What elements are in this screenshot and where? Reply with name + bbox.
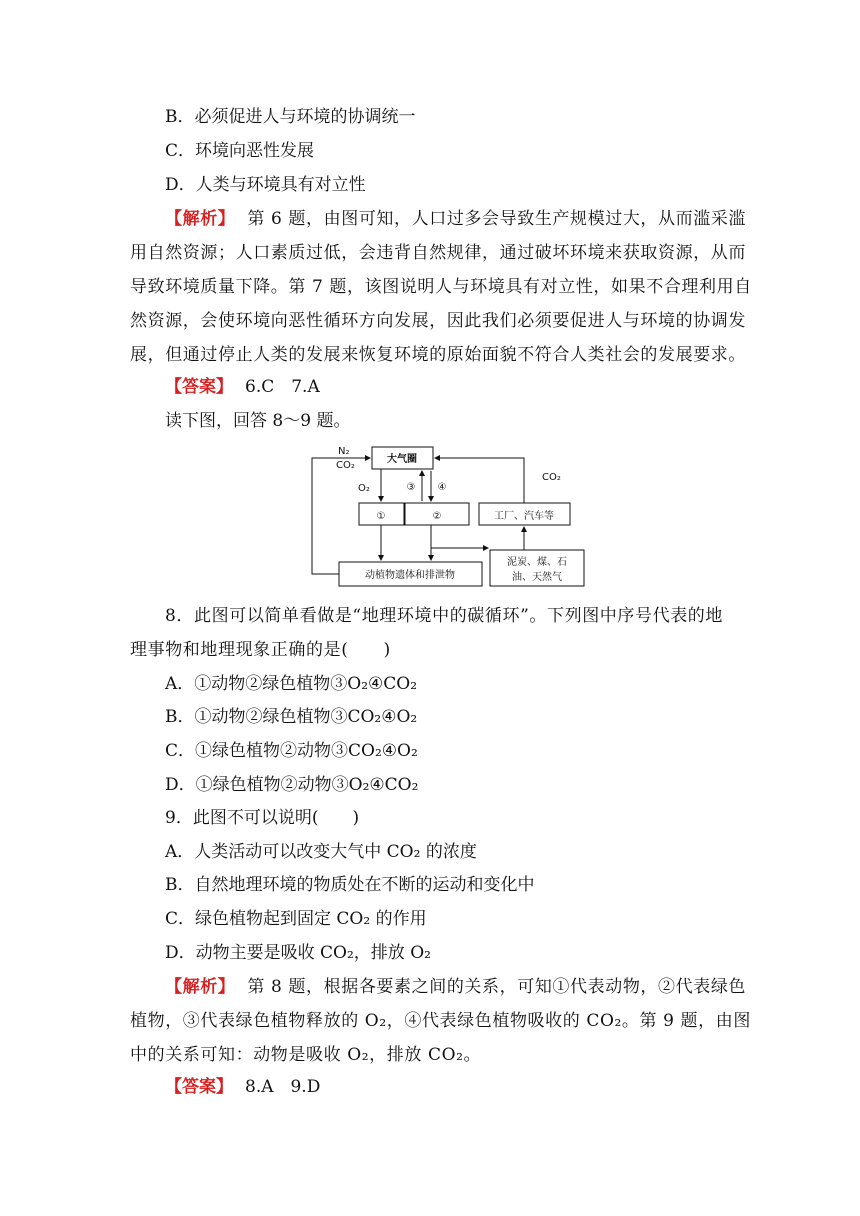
q9-option-d: D．动物主要是吸收 CO₂，排放 O₂ <box>165 943 431 963</box>
question-8-stem <box>130 606 730 674</box>
mark-4-label: ④ <box>437 482 447 493</box>
box-2-label: ② <box>432 511 442 522</box>
answer-1-text: 6.C 7.A <box>245 377 320 397</box>
answer-1-tag: 【答案】 <box>165 377 233 397</box>
q9-option-c: C．绿色植物起到固定 CO₂ 的作用 <box>165 909 427 929</box>
question-9-stem: 9．此图不可以说明( ) <box>165 808 360 828</box>
carbon-cycle-diagram <box>308 444 590 590</box>
analysis-1-line: 用自然资源；人口素质过低，会违背自然规律，通过破坏环境来获取资源，从而 <box>130 243 746 263</box>
remains-label: 动植物遗体和排泄物 <box>365 570 455 581</box>
diagram-intro: 读下图，回答 8～9 题。 <box>165 411 351 431</box>
analysis-2-line: 植物，③代表绿色植物释放的 O₂，④代表绿色植物吸收的 CO₂。第 9 题，由图 <box>130 1011 751 1031</box>
analysis-2-line: 中的关系可知：动物是吸收 O₂，排放 CO₂。 <box>130 1045 482 1065</box>
mark-3-label: ③ <box>406 482 416 493</box>
atmosphere-label: 大气圈 <box>387 454 417 465</box>
analysis-1 <box>130 209 752 379</box>
analysis-1-tag: 【解析】 <box>165 209 236 229</box>
q8-option-a: A．①动物②绿色植物③O₂④CO₂ <box>165 674 418 694</box>
fossil-label-1: 泥炭、煤、石 <box>507 557 567 568</box>
analysis-2-line: 第 8 题，根据各要素之间的关系，可知①代表动物，②代表绿色 <box>247 977 747 997</box>
q8-option-b: B．①动物②绿色植物③CO₂④O₂ <box>165 707 418 727</box>
fossil-label-2: 油、天然气 <box>512 572 562 583</box>
o2-label: O₂ <box>358 483 370 494</box>
right-loop-arrow <box>435 458 524 503</box>
factory-label: 工厂、汽车等 <box>494 511 554 522</box>
answer-2-tag: 【答案】 <box>165 1077 233 1097</box>
analysis-1-line: 展，但通过停止人类的发展来恢复环境的原始面貌不符合人类社会的发展要求。 <box>130 345 746 365</box>
analysis-1-line: 然资源，会使环境向恶性循环方向发展，因此我们必须要促进人与环境的协调发 <box>130 311 746 331</box>
q7-option-c: C．环境向恶性发展 <box>165 141 315 161</box>
q7-option-b: B．必须促进人与环境的协调统一 <box>165 107 416 127</box>
analysis-2-tag: 【解析】 <box>165 977 236 997</box>
q9-option-a: A．人类活动可以改变大气中 CO₂ 的浓度 <box>165 842 477 862</box>
left-n2-label: N₂ <box>338 446 350 457</box>
q8-stem-line: 理事物和地理现象正确的是( ) <box>130 640 391 660</box>
q7-option-d: D．人类与环境具有对立性 <box>165 175 366 195</box>
q8-stem-line: 8．此图可以简单看做是“地理环境中的碳循环”。下列图中序号代表的地 <box>165 606 723 626</box>
q8-option-d: D．①绿色植物②动物③O₂④CO₂ <box>165 775 419 795</box>
right-co2-label: CO₂ <box>542 472 561 483</box>
answer-1 <box>165 377 320 397</box>
answer-2 <box>165 1077 320 1097</box>
q9-option-b: B．自然地理环境的物质处在不断的运动和变化中 <box>165 875 535 895</box>
box-1-label: ① <box>376 511 386 522</box>
q8-option-c: C．①绿色植物②动物③CO₂④O₂ <box>165 741 418 761</box>
analysis-1-line: 导致环境质量下降。第 7 题，该图说明人与环境具有对立性，如果不合理利用自 <box>130 277 752 297</box>
left-co2-label: CO₂ <box>336 460 355 471</box>
analysis-1-line: 第 6 题，由图可知，人口过多会导致生产规模过大，从而滥采滥 <box>247 209 747 229</box>
analysis-2 <box>130 977 751 1079</box>
answer-2-text: 8.A 9.D <box>245 1077 321 1097</box>
